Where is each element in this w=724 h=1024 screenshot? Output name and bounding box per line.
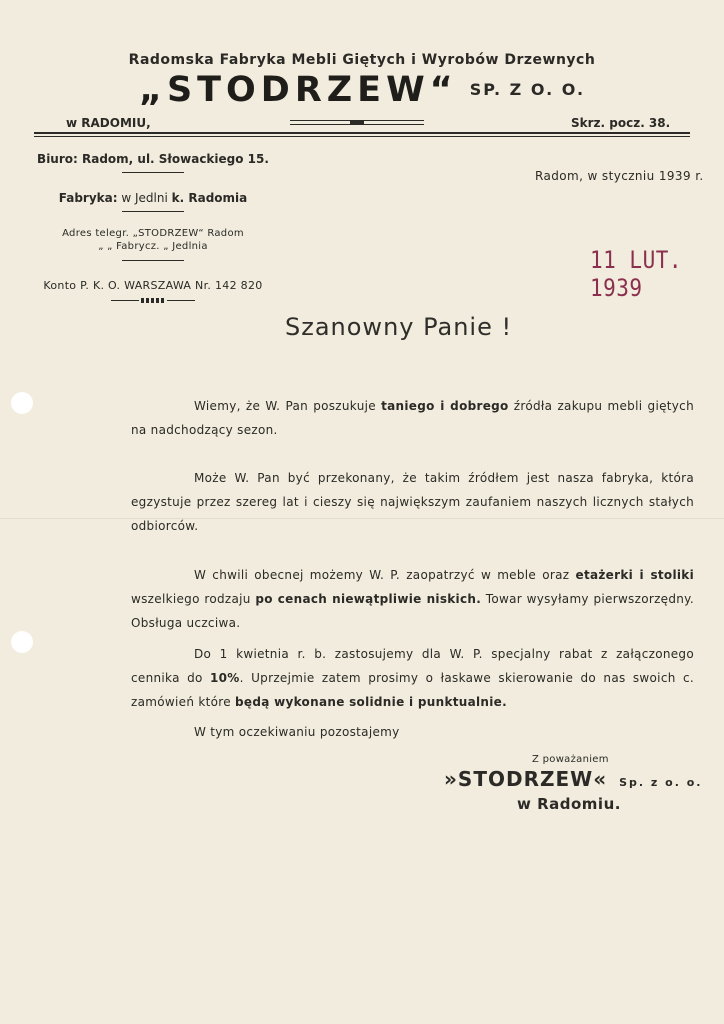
paragraph-2: Może W. Pan być przekonany, że takim źródłem jest nasza fabryka, która egzystuje przez szereg lat i cieszy się największym zaufaniem naszych licznych stałych odbiorców.	[131, 471, 694, 533]
brand-name: „STODRZEW“	[138, 70, 458, 110]
emphasis: etażerki i stoliki	[575, 568, 694, 582]
header-rule	[34, 136, 690, 137]
paragraph-1	[131, 394, 694, 442]
telegraph-address: Adres telegr. „STODRZEW“ Radom	[62, 228, 244, 239]
divider	[122, 260, 184, 261]
emphasis: 10%	[210, 671, 240, 685]
telegraph-address-factory: „ „ Fabrycz. „ Jedlnia	[98, 241, 208, 252]
emphasis: po cenach niewątpliwie niskich.	[255, 592, 482, 606]
contact-block	[30, 152, 276, 303]
company-name: Radomska Fabryka Mebli Giętych i Wyrobów Drzewnych	[128, 52, 596, 68]
letterhead-city: w RADOMIU,	[66, 116, 151, 130]
postbox: Skrz. pocz. 38.	[571, 116, 671, 130]
ornament-divider	[290, 120, 424, 126]
received-stamp: 11 LUT. 1939	[590, 246, 683, 302]
divider	[122, 172, 184, 173]
closing-regards: Z poważaniem	[532, 754, 609, 765]
bank-account: Konto P. K. O. WARSZAWA Nr. 142 820	[43, 279, 263, 292]
dotted-ornament	[111, 298, 195, 303]
header-rule	[34, 132, 690, 134]
paragraph-4	[131, 642, 694, 714]
text: W chwili obecnej możemy W. P. zaopatrzyć w meble oraz	[194, 568, 576, 582]
punch-hole	[11, 392, 33, 414]
punch-hole	[11, 631, 33, 653]
emphasis: będą wykonane solidnie i punktualnie.	[235, 695, 507, 709]
text: Towar wysyłamy pierwszorzędny. Obsługa uczciwa.	[131, 592, 694, 630]
emphasis: taniego i dobrego	[381, 399, 509, 413]
factory-near: k. Radomia	[171, 191, 248, 205]
text: Do 1 kwietnia r. b. zastosujemy dla W. P. specjalny rabat z załączonego cennika do	[131, 647, 694, 685]
brand-suffix: SP. Z O. O.	[469, 80, 586, 99]
text: wszelkiego rodzaju	[131, 592, 256, 606]
signature-city: w Radomiu.	[517, 795, 621, 813]
salutation: Szanowny Panie !	[285, 313, 513, 341]
signature-name: »STODRZEW«	[444, 767, 608, 791]
divider	[122, 211, 184, 212]
text: źródła zakupu mebli giętych na nadchodzący sezon.	[131, 399, 694, 437]
text: . Uprzejmie zatem prosimy o łaskawe skierowanie do nas swoich c. zamówień które	[131, 671, 694, 709]
paragraph-3	[131, 563, 694, 635]
signature-suffix: Sp. z o. o.	[619, 776, 703, 789]
factory-label: Fabryka:	[58, 191, 118, 205]
paragraph-5: W tym oczekiwaniu pozostajemy	[194, 725, 400, 739]
brand-row	[0, 70, 724, 110]
letter-date: Radom, w styczniu 1939 r.	[535, 169, 704, 183]
factory-place: w Jedlni	[121, 191, 168, 205]
factory-address	[30, 191, 276, 205]
office-address: Biuro: Radom, ul. Słowackiego 15.	[37, 152, 269, 166]
text: Wiemy, że W. Pan poszukuje	[194, 399, 382, 413]
signature	[444, 767, 702, 791]
